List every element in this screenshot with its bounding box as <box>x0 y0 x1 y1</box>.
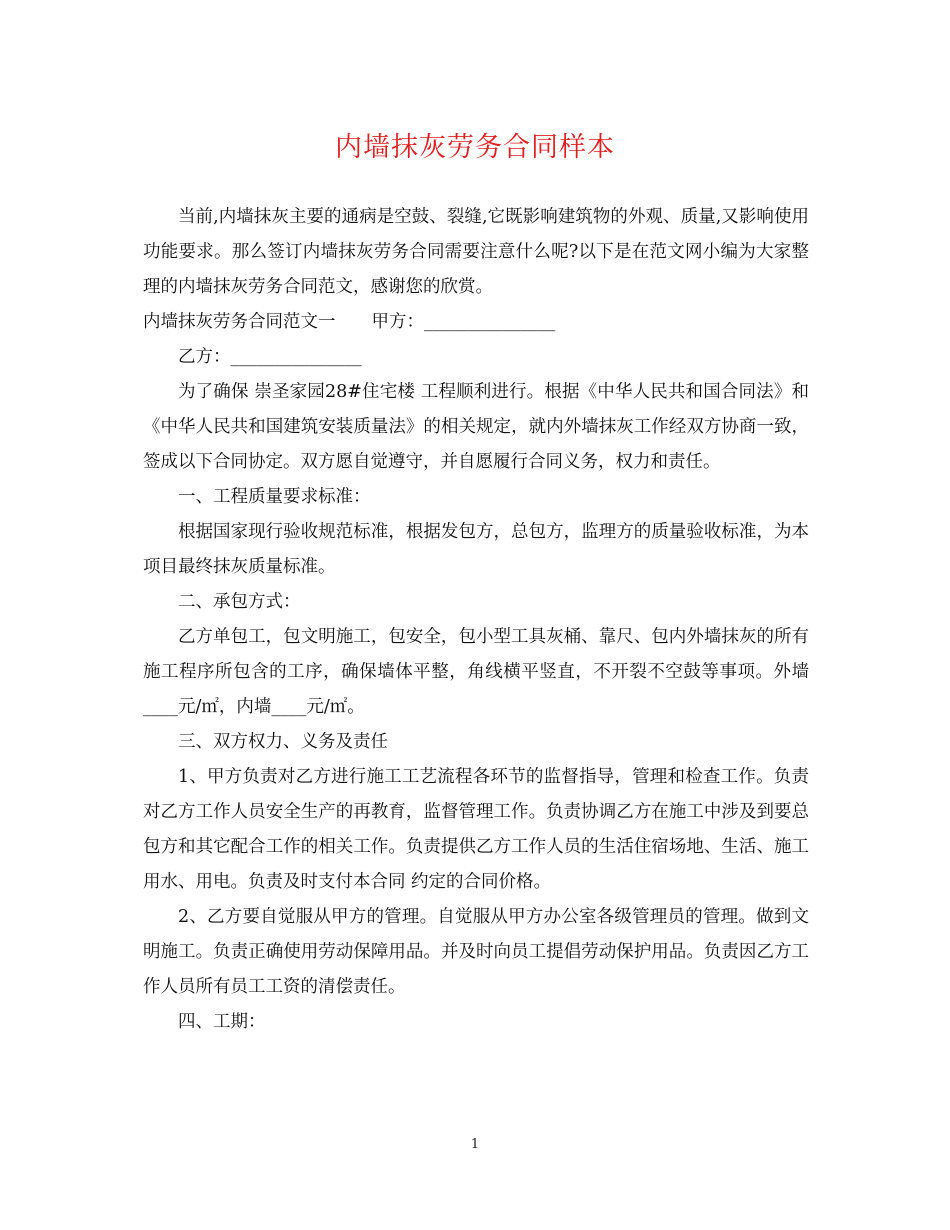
section-2-body: 乙方单包工，包文明施工，包安全，包小型工具灰桶、靠尺、包内外墙抹灰的所有施工程序所包含的工序，确保墙体平整，角线横平竖直，不开裂不空鼓等事项。外墙____元/㎡，内墙____元/㎡。 <box>143 627 809 717</box>
section-1-body: 根据国家现行验收规范标准，根据发包方，总包方，监理方的质量验收标准，为本项目最终抹灰质量标准。 <box>143 522 809 577</box>
sample-heading: 内墙抹灰劳务合同范文一 <box>143 312 336 332</box>
document-body <box>143 200 809 1040</box>
preamble-paragraph: 为了确保 崇圣家园28#住宅楼 工程顺利进行。根据《中华人民共和国合同法》和《中华人民共和国建筑安装质量法》的相关规定，就内外墙抹灰工作经双方协商一致，签成以下合同协定。双方愿自觉遵守，并自愿履行合同义务，权力和责任。 <box>143 382 809 472</box>
section-3-heading: 三、双方权力、义务及责任 <box>178 732 388 752</box>
section-4-heading: 四、工期： <box>178 1012 266 1032</box>
section-3-item-2: 2、乙方要自觉服从甲方的管理。自觉服从甲方办公室各级管理员的管理。做到文明施工。负责正确使用劳动保障用品。并及时向员工提倡劳动保护用品。负责因乙方工作人员所有员工工资的清偿责任。 <box>143 907 809 997</box>
section-3-item-1: 1、甲方负责对乙方进行施工工艺流程各环节的监督指导，管理和检查工作。负责对乙方工作人员安全生产的再教育，监督管理工作。负责协调乙方在施工中涉及到要总包方和其它配合工作的相关工作。负责提供乙方工作人员的生活住宿场地、生活、施工用水、用电。负责及时支付本合同 约定的合同价格。 <box>143 767 809 892</box>
section-1-heading: 一、工程质量要求标准： <box>178 487 371 507</box>
party-a-line: 甲方：_______________ <box>371 312 556 332</box>
document-title: 内墙抹灰劳务合同样本 <box>335 132 615 163</box>
party-b-line: 乙方：_______________ <box>178 347 362 367</box>
sample-heading-line <box>143 305 809 340</box>
intro-paragraph: 当前,内墙抹灰主要的通病是空鼓、裂缝,它既影响建筑物的外观、质量,又影响使用功能要求。那么签订内墙抹灰劳务合同需要注意什么呢?以下是在范文网小编为大家整理的内墙抹灰劳务合同范文，感谢您的欣赏。 <box>143 207 809 297</box>
section-2-heading: 二、承包方式： <box>178 592 301 612</box>
page-number: 1 <box>470 1137 480 1152</box>
